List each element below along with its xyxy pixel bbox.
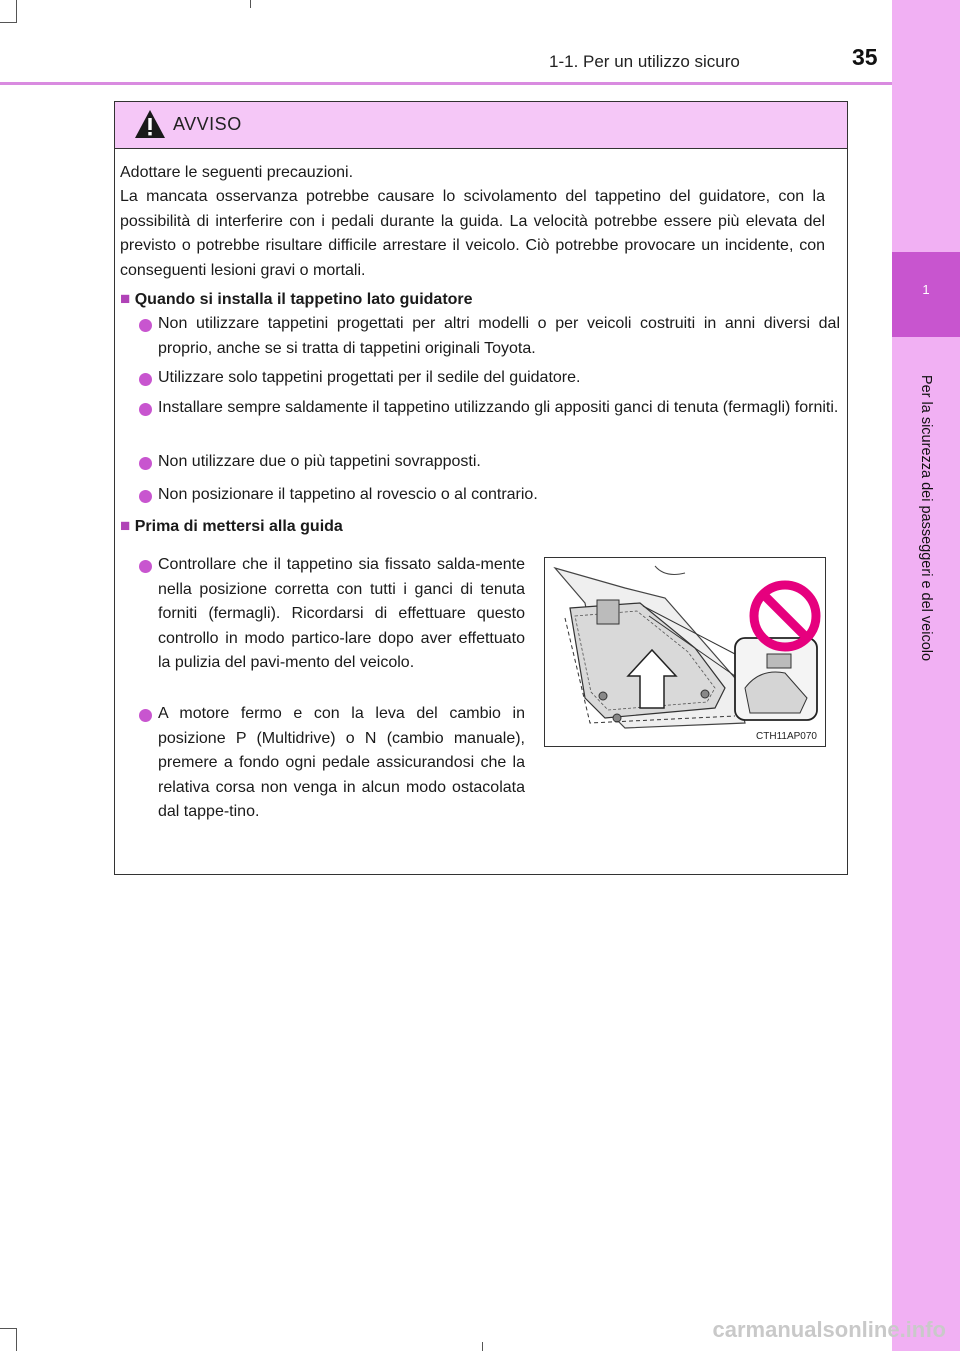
chapter-number: 1: [922, 282, 930, 297]
heading-text: Prima di mettersi alla guida: [134, 518, 343, 535]
list-item: Installare sempre saldamente il tappetino utilizzando gli appositi ganci di tenuta (fermagli) forniti.: [158, 399, 839, 416]
illustration-code: CTH11AP070: [756, 731, 817, 742]
bullet-dot-icon: [139, 403, 152, 416]
section-title: 1-1. Per un utilizzo sicuro: [549, 52, 740, 71]
bullet-dot-icon: [139, 457, 152, 470]
bullet-dot-icon: [139, 709, 152, 722]
crop-mark: [0, 1328, 17, 1329]
crop-mark: [250, 0, 251, 8]
header-rule: [0, 82, 892, 85]
floor-mat-illustration: [544, 557, 826, 747]
list-item: Utilizzare solo tappetini progettati per il sedile del guidatore.: [158, 369, 581, 386]
section-heading-installation: [120, 289, 473, 309]
chapter-label: Per la sicurezza dei passeggeri e del veicolo: [918, 374, 934, 662]
bullet-dot-icon: [139, 373, 152, 386]
bullet-dot-icon: [139, 490, 152, 503]
page-number: 35: [852, 44, 878, 70]
intro-line: Adottare le seguenti precauzioni.: [120, 164, 354, 181]
section-heading-before-driving: [120, 516, 343, 536]
warning-header: [115, 102, 847, 149]
heading-text: Quando si installa il tappetino lato guidatore: [134, 291, 473, 308]
warning-triangle-icon: [134, 109, 166, 139]
crop-mark: [482, 1342, 483, 1351]
warning-box: [114, 101, 848, 875]
square-bullet-icon: ■: [120, 516, 131, 535]
crop-mark: [0, 22, 17, 23]
crop-mark: [16, 0, 17, 22]
list-item: Non utilizzare due o più tappetini sovrapposti.: [158, 453, 481, 470]
intro-paragraph: La mancata osservanza potrebbe causare lo scivolamento del tappetino del guidatore, con la possibilità di interferire con i pedali durante la guida. La velocità potrebbe essere più elevata del previsto o potrebbe risultare difficile arrestare il veicolo. Ciò potrebbe provocare un incidente, con conseguenti lesioni gravi o mortali.: [120, 188, 825, 279]
bullet-dot-icon: [139, 560, 152, 573]
watermark: carmanualsonline.info: [712, 1317, 946, 1342]
warning-title: AVVISO: [173, 114, 242, 134]
list-item: Non utilizzare tappetini progettati per altri modelli o per veicoli costruiti in anni diversi dal proprio, anche se si tratta di tappetini originali Toyota.: [158, 315, 840, 357]
square-bullet-icon: ■: [120, 289, 131, 308]
list-item: Non posizionare il tappetino al rovescio o al contrario.: [158, 486, 538, 503]
floor-mat-drawing: [545, 558, 826, 747]
list-item: Controllare che il tappetino sia fissato salda-mente nella posizione corretta con tutti i ganci di tenuta forniti (fermagli). Ricordarsi di effettuare questo controllo in modo partico-lare dopo aver effettuato la pulizia del pavi-mento del veicolo.: [158, 556, 525, 671]
bullet-dot-icon: [139, 319, 152, 332]
crop-mark: [16, 1328, 17, 1351]
list-item: A motore fermo e con la leva del cambio in posizione P (Multidrive) o N (cambio manuale), premere a fondo ogni pedale assicurandosi che la relativa corsa non venga in alcun modo ostacolata dal tappe-tino.: [158, 705, 525, 820]
